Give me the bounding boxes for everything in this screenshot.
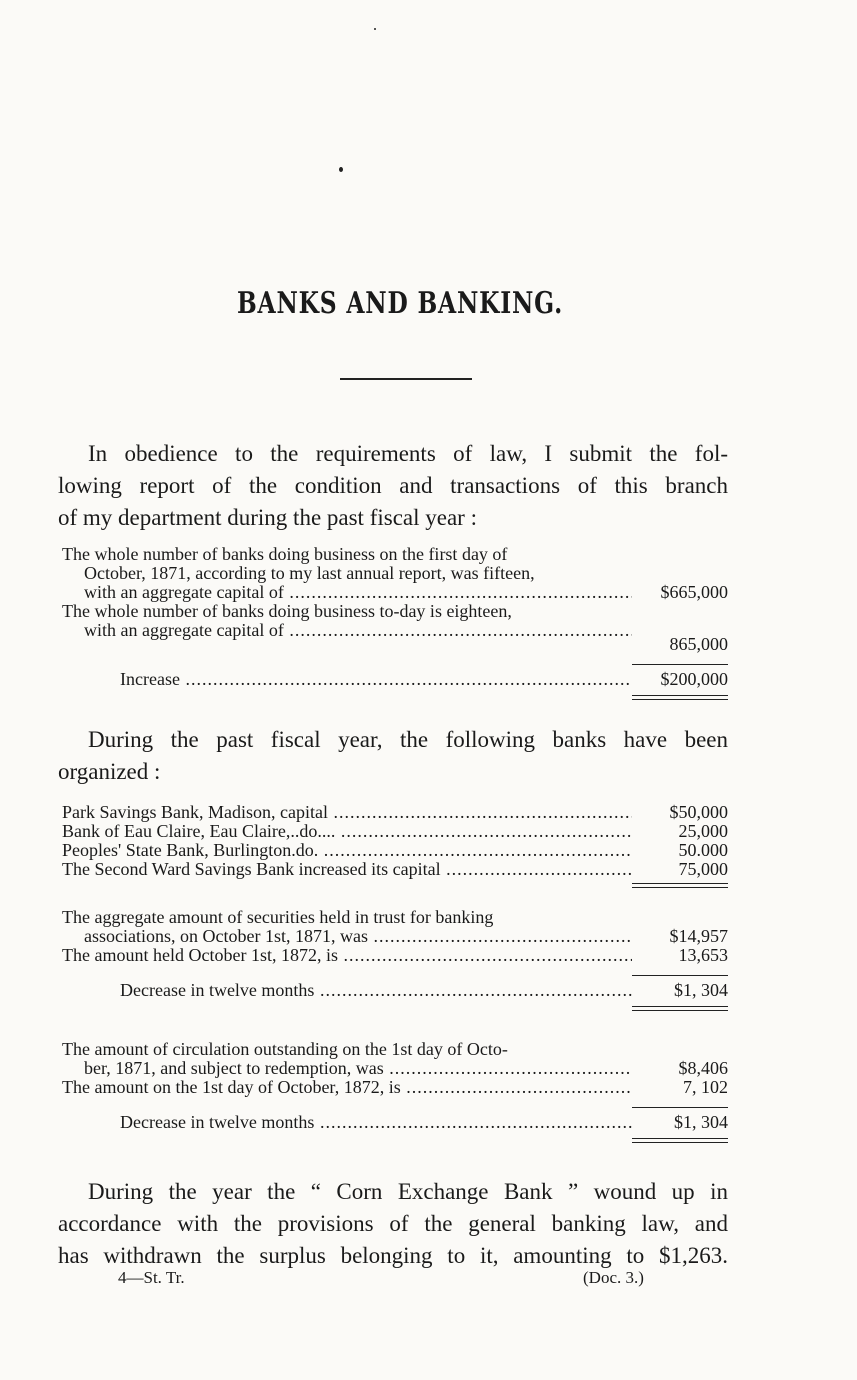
statement-text: The amount held October 1st, 1872, is xyxy=(62,946,338,965)
statement-text: The whole number of banks doing business to-day is eighteen, xyxy=(62,602,512,621)
total-amount: $1, 304 xyxy=(674,980,728,1000)
total-amount: $200,000 xyxy=(660,669,728,689)
organized-line: During the past fiscal year, the following banks have been xyxy=(88,727,728,752)
amount-value: 865,000 xyxy=(669,634,728,654)
bank-name: Bank of Eau Claire, Eau Claire,..do.... xyxy=(62,822,336,841)
list-item xyxy=(62,860,728,879)
list-item xyxy=(62,822,728,841)
double-rule xyxy=(632,883,728,888)
banks-count-statement xyxy=(62,545,728,699)
closing-paragraph xyxy=(58,1176,728,1272)
page-title: BANKS AND BANKING. xyxy=(236,286,564,321)
statement-text: with an aggregate capital of xyxy=(84,583,284,602)
bank-name: Park Savings Bank, Madison, capital xyxy=(62,803,328,822)
ink-speck xyxy=(374,28,376,30)
total-label: Increase xyxy=(120,670,180,689)
statement-text: with an aggregate capital of xyxy=(84,621,284,640)
amount-value: 13,653 xyxy=(678,945,728,965)
amount-value: $665,000 xyxy=(660,582,728,602)
closing-line: has withdrawn the surplus belonging to it, amounting to $1,263. xyxy=(58,1243,728,1268)
amount-value: 25,000 xyxy=(678,821,728,841)
statement-text: The aggregate amount of securities held in trust for banking xyxy=(62,908,494,927)
total-label: Decrease in twelve months xyxy=(120,981,315,1000)
bank-name: Peoples' State Bank, Burlington.do. xyxy=(62,841,319,860)
statement-text: October, 1871, according to my last annual report, was fifteen, xyxy=(84,564,535,583)
ink-speck xyxy=(339,167,343,172)
intro-line: In obedience to the requirements of law, I submit the fol- xyxy=(88,441,728,466)
statement-text: The amount on the 1st day of October, 1872, is xyxy=(62,1078,401,1097)
statement-text: The whole number of banks doing business on the first day of xyxy=(62,545,508,564)
organized-banks-list xyxy=(62,803,728,889)
double-rule xyxy=(632,695,728,700)
intro-paragraph xyxy=(58,438,728,534)
statement-text: ber, 1871, and subject to redemption, was xyxy=(84,1059,384,1078)
amount-value: $8,406 xyxy=(678,1058,728,1078)
title-divider xyxy=(340,378,472,380)
amount-value: 7, 102 xyxy=(683,1077,728,1097)
sum-rule xyxy=(632,1107,728,1108)
document-reference: (Doc. 3.) xyxy=(583,1268,644,1287)
intro-line: lowing report of the condition and transactions of this branch xyxy=(58,473,728,498)
organized-paragraph xyxy=(58,724,728,788)
sum-rule xyxy=(632,975,728,976)
statement-text: associations, on October 1st, 1871, was xyxy=(84,927,368,946)
closing-line: accordance with the provisions of the general banking law, and xyxy=(58,1211,728,1236)
sum-rule xyxy=(632,664,728,665)
closing-line: During the year the “ Corn Exchange Bank ” wound up in xyxy=(88,1179,728,1204)
organized-line: organized : xyxy=(58,759,161,784)
list-item xyxy=(62,803,728,822)
double-rule xyxy=(632,1006,728,1011)
amount-value: $14,957 xyxy=(669,926,728,946)
circulation-statement xyxy=(62,1040,728,1142)
double-rule xyxy=(632,1138,728,1143)
signature-mark: 4—St. Tr. xyxy=(118,1268,185,1287)
securities-statement xyxy=(62,908,728,1010)
list-item xyxy=(62,841,728,860)
amount-value: 50.000 xyxy=(678,840,728,860)
intro-line: of my department during the past fiscal year : xyxy=(58,505,477,530)
bank-name: The Second Ward Savings Bank increased its capital xyxy=(62,860,441,879)
amount-value: $50,000 xyxy=(669,802,728,822)
total-label: Decrease in twelve months xyxy=(120,1113,315,1132)
total-amount: $1, 304 xyxy=(674,1112,728,1132)
statement-text: The amount of circulation outstanding on the 1st day of Octo- xyxy=(62,1040,508,1059)
amount-value: 75,000 xyxy=(678,859,728,879)
